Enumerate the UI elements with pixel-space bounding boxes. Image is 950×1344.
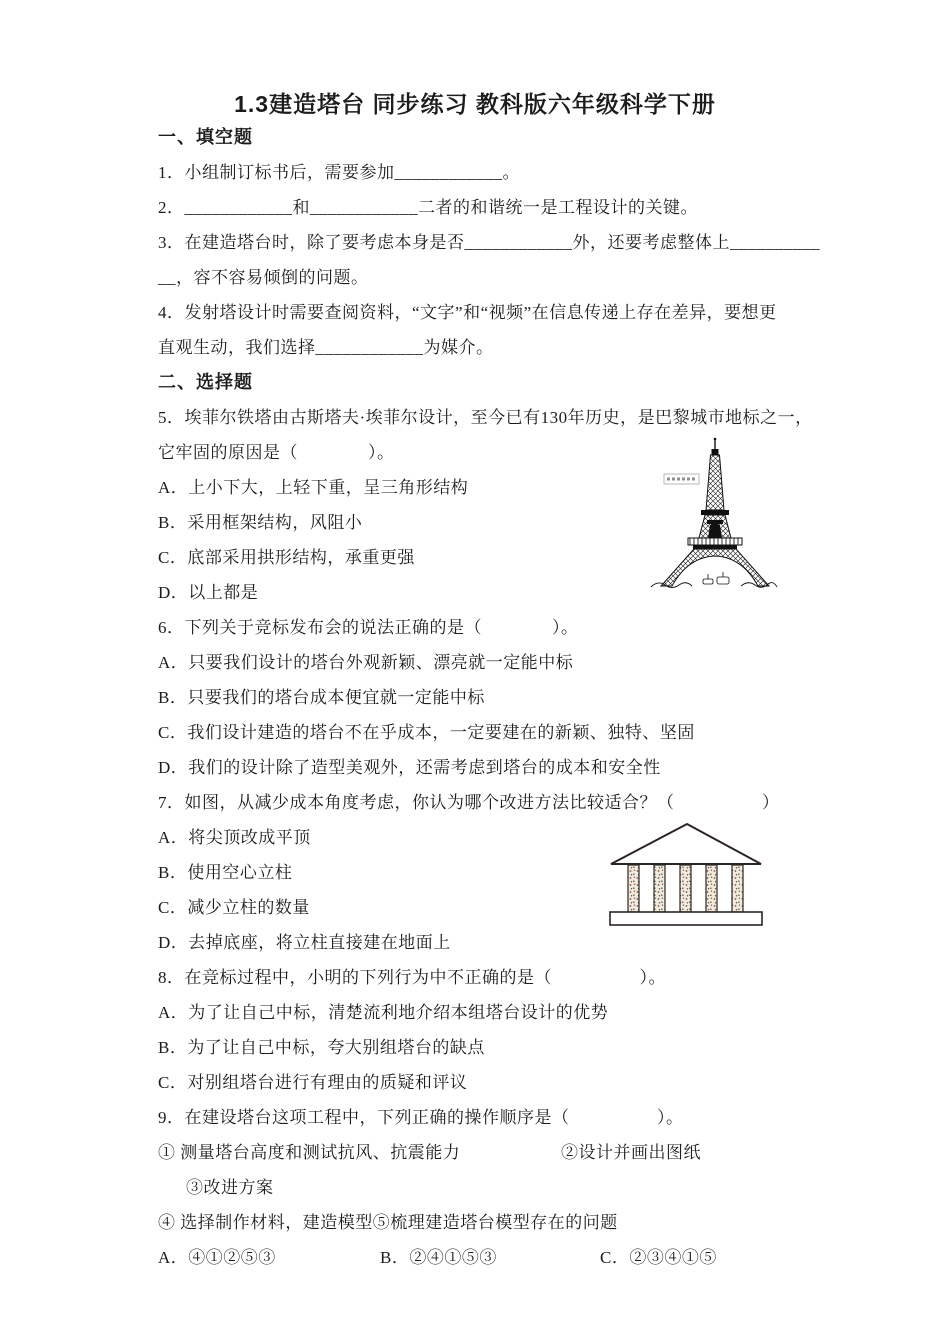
question-4-line-1: 4．发射塔设计时需要查阅资料，“文字”和“视频”在信息传递上存在差异，要想更 xyxy=(158,303,777,322)
option-5a: A．上小下大，上轻下重，呈三角形结构 xyxy=(158,478,469,497)
option-8a: A．为了让自己中标，清楚流利地介绍本组塔台设计的优势 xyxy=(158,1003,609,1022)
option-6c: C．我们设计建造的塔台不在乎成本，一定要建在的新颖、独特、坚固 xyxy=(158,723,695,742)
steps-4-5: ④ 选择制作材料，建造模型⑤梳理建造塔台模型存在的问题 xyxy=(158,1213,618,1232)
temple-figure xyxy=(608,820,766,930)
temple-illustration xyxy=(608,820,766,930)
step-2: ②设计并画出图纸 xyxy=(561,1143,701,1162)
eiffel-tower-figure xyxy=(648,436,783,601)
option-9b: B．②④①⑤③ xyxy=(380,1248,497,1267)
option-7d: D．去掉底座，将立柱直接建在地面上 xyxy=(158,933,451,952)
option-9a: A．④①②⑤③ xyxy=(158,1248,276,1267)
option-8c: C．对别组塔台进行有理由的质疑和评议 xyxy=(158,1073,468,1092)
option-9c: C．②③④①⑤ xyxy=(600,1248,717,1267)
option-8b: B．为了让自己中标，夸大别组塔台的缺点 xyxy=(158,1038,485,1057)
worksheet-body xyxy=(158,120,820,1275)
option-7a: A．将尖顶改成平顶 xyxy=(158,828,311,847)
option-5b: B．采用框架结构，风阻小 xyxy=(158,513,363,532)
option-7c: C．减少立柱的数量 xyxy=(158,898,310,917)
question-3-line-2: __，容不容易倾倒的问题。 xyxy=(158,268,369,287)
section-heading-fill-in: 一、填空题 xyxy=(158,127,253,147)
question-1: 1．小组制订标书后，需要参加____________。 xyxy=(158,163,520,182)
option-6a: A．只要我们设计的塔台外观新颖、漂亮就一定能中标 xyxy=(158,653,574,672)
question-8-stem: 8．在竞标过程中，小明的下列行为中不正确的是（ ）。 xyxy=(158,968,666,987)
question-6-stem: 6．下列关于竞标发布会的说法正确的是（ ）。 xyxy=(158,618,579,637)
section-heading-choice: 二、选择题 xyxy=(158,372,253,392)
question-9-steps-1-2 xyxy=(158,1135,803,1170)
question-5-stem-line-1: 5．埃菲尔铁塔由古斯塔夫·埃菲尔设计，至今已有130年历史，是巴黎城市地标之一， xyxy=(158,408,813,427)
question-5-stem-line-2: 它牢固的原因是（ ）。 xyxy=(158,443,395,462)
page-title: 1.3建造塔台 同步练习 教科版六年级科学下册 xyxy=(234,91,716,117)
question-2: 2．____________和____________二者的和谐统一是工程设计的关键。 xyxy=(158,198,698,217)
option-7b: B．使用空心立柱 xyxy=(158,863,293,882)
option-5d: D．以上都是 xyxy=(158,583,259,602)
option-6d: D．我们的设计除了造型美观外，还需考虑到塔台的成本和安全性 xyxy=(158,758,661,777)
question-9-options xyxy=(158,1240,803,1275)
option-6b: B．只要我们的塔台成本便宜就一定能中标 xyxy=(158,688,485,707)
question-4-line-2: 直观生动，我们选择____________为媒介。 xyxy=(158,338,494,357)
step-1: ① 测量塔台高度和测试抗风、抗震能力 xyxy=(158,1143,461,1162)
question-3-line-1: 3．在建造塔台时，除了要考虑本身是否____________外，还要考虑整体上__________ xyxy=(158,233,820,252)
question-7-stem: 7．如图，从减少成本角度考虑，你认为哪个改进方法比较适合？（ ） xyxy=(158,793,780,812)
eiffel-tower-illustration xyxy=(648,436,783,601)
option-5c: C．底部采用拱形结构，承重更强 xyxy=(158,548,415,567)
watermark-label xyxy=(664,474,699,484)
step-3: ③改进方案 xyxy=(186,1178,274,1197)
question-9-stem: 9．在建设塔台这项工程中，下列正确的操作顺序是（ ）。 xyxy=(158,1108,684,1127)
